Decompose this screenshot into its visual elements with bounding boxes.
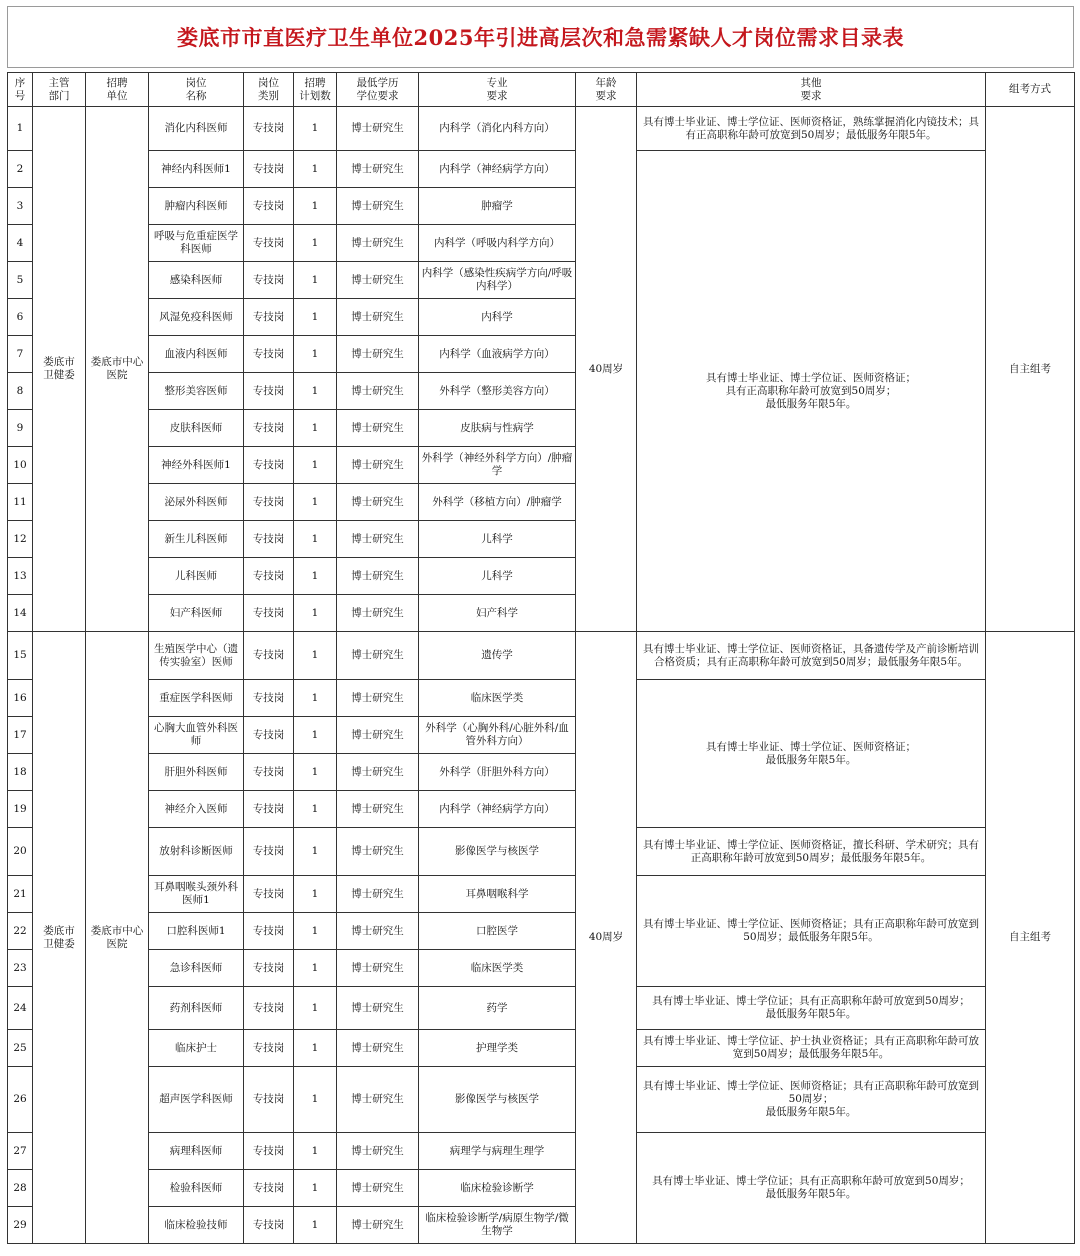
cell-major: 遗传学 <box>419 632 576 680</box>
cell-major: 耳鼻咽喉科学 <box>419 876 576 913</box>
cell-type: 专技岗 <box>244 188 294 225</box>
cell-type: 专技岗 <box>244 373 294 410</box>
cell-no: 27 <box>8 1133 33 1170</box>
cell-type: 专技岗 <box>244 913 294 950</box>
cell-edu: 博士研究生 <box>337 1030 419 1067</box>
cell-post: 消化内科医师 <box>149 107 244 151</box>
cell-type: 专技岗 <box>244 1030 294 1067</box>
table-row <box>8 151 1075 188</box>
cell-type: 专技岗 <box>244 336 294 373</box>
cell-count: 1 <box>294 876 337 913</box>
cell-edu: 博士研究生 <box>337 1133 419 1170</box>
cell-count: 1 <box>294 595 337 632</box>
header-unit: 招聘 单位 <box>86 73 149 107</box>
cell-edu: 博士研究生 <box>337 225 419 262</box>
cell-no: 5 <box>8 262 33 299</box>
cell-major: 儿科学 <box>419 521 576 558</box>
cell-post: 儿科医师 <box>149 558 244 595</box>
cell-type: 专技岗 <box>244 791 294 828</box>
cell-other-requirements: 具有博士毕业证、博士学位证、医师资格证；具有正高职称年龄可放宽到50周岁； 最低服务年限5年。 <box>637 1067 986 1133</box>
cell-count: 1 <box>294 1030 337 1067</box>
cell-type: 专技岗 <box>244 1170 294 1207</box>
cell-post: 神经介入医师 <box>149 791 244 828</box>
cell-count: 1 <box>294 632 337 680</box>
cell-post: 心胸大血管外科医师 <box>149 717 244 754</box>
cell-major: 内科学（感染性疾病学方向/呼吸内科学） <box>419 262 576 299</box>
header-post: 岗位 名称 <box>149 73 244 107</box>
cell-no: 24 <box>8 987 33 1030</box>
page-title: 娄底市市直医疗卫生单位2025年引进高层次和急需紧缺人才岗位需求目录表 <box>177 25 904 50</box>
cell-no: 20 <box>8 828 33 876</box>
cell-major: 外科学（肝胆外科方向） <box>419 754 576 791</box>
cell-exam-method: 自主组考 <box>986 632 1075 1244</box>
cell-type: 专技岗 <box>244 950 294 987</box>
cell-post: 泌尿外科医师 <box>149 484 244 521</box>
cell-edu: 博士研究生 <box>337 484 419 521</box>
cell-no: 17 <box>8 717 33 754</box>
cell-count: 1 <box>294 188 337 225</box>
cell-no: 15 <box>8 632 33 680</box>
cell-major: 影像医学与核医学 <box>419 828 576 876</box>
table-row <box>8 680 1075 717</box>
cell-type: 专技岗 <box>244 225 294 262</box>
cell-major: 内科学 <box>419 299 576 336</box>
cell-edu: 博士研究生 <box>337 828 419 876</box>
cell-type: 专技岗 <box>244 717 294 754</box>
cell-edu: 博士研究生 <box>337 1170 419 1207</box>
cell-type: 专技岗 <box>244 299 294 336</box>
cell-no: 4 <box>8 225 33 262</box>
cell-post: 血液内科医师 <box>149 336 244 373</box>
cell-edu: 博士研究生 <box>337 262 419 299</box>
cell-count: 1 <box>294 1133 337 1170</box>
cell-count: 1 <box>294 717 337 754</box>
table-row <box>8 1030 1075 1067</box>
cell-edu: 博士研究生 <box>337 754 419 791</box>
cell-edu: 博士研究生 <box>337 632 419 680</box>
cell-count: 1 <box>294 107 337 151</box>
cell-type: 专技岗 <box>244 151 294 188</box>
cell-major: 临床医学类 <box>419 950 576 987</box>
cell-type: 专技岗 <box>244 680 294 717</box>
table-row <box>8 987 1075 1030</box>
cell-post: 风湿免疫科医师 <box>149 299 244 336</box>
cell-type: 专技岗 <box>244 754 294 791</box>
cell-major: 外科学（移植方向）/肿瘤学 <box>419 484 576 521</box>
cell-post: 神经内科医师1 <box>149 151 244 188</box>
cell-count: 1 <box>294 410 337 447</box>
header-major: 专业 要求 <box>419 73 576 107</box>
cell-edu: 博士研究生 <box>337 410 419 447</box>
cell-other-requirements: 具有博士毕业证、博士学位证；具有正高职称年龄可放宽到50周岁； 最低服务年限5年。 <box>637 1133 986 1244</box>
cell-no: 28 <box>8 1170 33 1207</box>
cell-post: 临床护士 <box>149 1030 244 1067</box>
cell-edu: 博士研究生 <box>337 913 419 950</box>
cell-no: 22 <box>8 913 33 950</box>
cell-no: 11 <box>8 484 33 521</box>
cell-count: 1 <box>294 521 337 558</box>
cell-type: 专技岗 <box>244 558 294 595</box>
cell-type: 专技岗 <box>244 107 294 151</box>
cell-edu: 博士研究生 <box>337 680 419 717</box>
cell-no: 26 <box>8 1067 33 1133</box>
cell-post: 放射科诊断医师 <box>149 828 244 876</box>
cell-edu: 博士研究生 <box>337 299 419 336</box>
cell-no: 13 <box>8 558 33 595</box>
cell-major: 内科学（消化内科方向） <box>419 107 576 151</box>
cell-type: 专技岗 <box>244 632 294 680</box>
cell-count: 1 <box>294 950 337 987</box>
cell-other-requirements: 具有博士毕业证、博士学位证、护士执业资格证；具有正高职称年龄可放宽到50周岁；最低服务年限5年。 <box>637 1030 986 1067</box>
cell-post: 药剂科医师 <box>149 987 244 1030</box>
cell-type: 专技岗 <box>244 595 294 632</box>
cell-post: 神经外科医师1 <box>149 447 244 484</box>
cell-edu: 博士研究生 <box>337 558 419 595</box>
table-header-row <box>8 73 1075 107</box>
cell-no: 8 <box>8 373 33 410</box>
cell-type: 专技岗 <box>244 876 294 913</box>
cell-post: 肝胆外科医师 <box>149 754 244 791</box>
cell-edu: 博士研究生 <box>337 336 419 373</box>
cell-major: 内科学（呼吸内科学方向） <box>419 225 576 262</box>
cell-type: 专技岗 <box>244 1207 294 1244</box>
cell-count: 1 <box>294 1170 337 1207</box>
cell-type: 专技岗 <box>244 1067 294 1133</box>
cell-major: 儿科学 <box>419 558 576 595</box>
cell-major: 皮肤病与性病学 <box>419 410 576 447</box>
cell-major: 药学 <box>419 987 576 1030</box>
cell-count: 1 <box>294 447 337 484</box>
cell-major: 护理学类 <box>419 1030 576 1067</box>
cell-count: 1 <box>294 791 337 828</box>
cell-age: 40周岁 <box>576 107 637 632</box>
cell-no: 6 <box>8 299 33 336</box>
header-type: 岗位 类别 <box>244 73 294 107</box>
cell-no: 10 <box>8 447 33 484</box>
cell-no: 25 <box>8 1030 33 1067</box>
cell-post: 整形美容医师 <box>149 373 244 410</box>
cell-other-requirements: 具有博士毕业证、博士学位证、医师资格证； 最低服务年限5年。 <box>637 680 986 828</box>
cell-edu: 博士研究生 <box>337 1207 419 1244</box>
cell-no: 9 <box>8 410 33 447</box>
cell-other-requirements: 具有博士毕业证、博士学位证、医师资格证，擅长科研、学术研究；具有正高职称年龄可放宽到50周岁；最低服务年限5年。 <box>637 828 986 876</box>
cell-edu: 博士研究生 <box>337 876 419 913</box>
cell-post: 呼吸与危重症医学科医师 <box>149 225 244 262</box>
cell-edu: 博士研究生 <box>337 595 419 632</box>
header-other: 其他 要求 <box>637 73 986 107</box>
cell-post: 新生儿科医师 <box>149 521 244 558</box>
cell-count: 1 <box>294 299 337 336</box>
cell-major: 外科学（心胸外科/心脏外科/血管外科方向） <box>419 717 576 754</box>
cell-major: 外科学（整形美容方向） <box>419 373 576 410</box>
cell-type: 专技岗 <box>244 410 294 447</box>
cell-no: 3 <box>8 188 33 225</box>
cell-no: 16 <box>8 680 33 717</box>
cell-no: 1 <box>8 107 33 151</box>
cell-post: 生殖医学中心（遗传实验室）医师 <box>149 632 244 680</box>
cell-major: 内科学（血液病学方向） <box>419 336 576 373</box>
cell-edu: 博士研究生 <box>337 521 419 558</box>
cell-type: 专技岗 <box>244 521 294 558</box>
cell-other-requirements: 具有博士毕业证、博士学位证；具有正高职称年龄可放宽到50周岁； 最低服务年限5年。 <box>637 987 986 1030</box>
cell-no: 2 <box>8 151 33 188</box>
cell-edu: 博士研究生 <box>337 1067 419 1133</box>
cell-unit: 娄底市中心 医院 <box>86 107 149 632</box>
cell-count: 1 <box>294 558 337 595</box>
cell-other-requirements: 具有博士毕业证、博士学位证、医师资格证；具有正高职称年龄可放宽到50周岁；最低服务年限5年。 <box>637 876 986 987</box>
cell-post: 肿瘤内科医师 <box>149 188 244 225</box>
cell-major: 临床医学类 <box>419 680 576 717</box>
cell-major: 外科学（神经外科学方向）/肿瘤学 <box>419 447 576 484</box>
cell-edu: 博士研究生 <box>337 791 419 828</box>
cell-count: 1 <box>294 987 337 1030</box>
cell-type: 专技岗 <box>244 828 294 876</box>
cell-post: 病理科医师 <box>149 1133 244 1170</box>
cell-other-requirements: 具有博士毕业证、博士学位证、医师资格证； 具有正高职称年龄可放宽到50周岁； 最低服务年限5年。 <box>637 151 986 632</box>
cell-type: 专技岗 <box>244 484 294 521</box>
cell-post: 耳鼻咽喉头颈外科医师1 <box>149 876 244 913</box>
table-row <box>8 828 1075 876</box>
cell-major: 病理学与病理生理学 <box>419 1133 576 1170</box>
cell-no: 7 <box>8 336 33 373</box>
title-box <box>7 6 1074 68</box>
cell-post: 临床检验技师 <box>149 1207 244 1244</box>
cell-no: 14 <box>8 595 33 632</box>
cell-count: 1 <box>294 1067 337 1133</box>
cell-major: 妇产科学 <box>419 595 576 632</box>
cell-count: 1 <box>294 262 337 299</box>
table-row <box>8 1067 1075 1133</box>
cell-count: 1 <box>294 373 337 410</box>
cell-no: 23 <box>8 950 33 987</box>
cell-edu: 博士研究生 <box>337 107 419 151</box>
cell-exam-method: 自主组考 <box>986 107 1075 632</box>
cell-major: 内科学（神经病学方向） <box>419 151 576 188</box>
cell-unit: 娄底市中心 医院 <box>86 632 149 1244</box>
cell-major: 临床检验诊断学 <box>419 1170 576 1207</box>
cell-count: 1 <box>294 484 337 521</box>
cell-post: 感染科医师 <box>149 262 244 299</box>
table-row <box>8 876 1075 913</box>
cell-count: 1 <box>294 680 337 717</box>
table-row <box>8 1133 1075 1170</box>
cell-edu: 博士研究生 <box>337 987 419 1030</box>
cell-post: 皮肤科医师 <box>149 410 244 447</box>
cell-count: 1 <box>294 1207 337 1244</box>
table-row <box>8 107 1075 151</box>
header-no: 序 号 <box>8 73 33 107</box>
header-edu: 最低学历 学位要求 <box>337 73 419 107</box>
cell-count: 1 <box>294 336 337 373</box>
header-age: 年龄 要求 <box>576 73 637 107</box>
cell-edu: 博士研究生 <box>337 373 419 410</box>
header-dept: 主管 部门 <box>33 73 86 107</box>
cell-type: 专技岗 <box>244 262 294 299</box>
cell-no: 12 <box>8 521 33 558</box>
requirements-table <box>7 72 1075 1244</box>
table-row <box>8 632 1075 680</box>
cell-major: 临床检验诊断学/病原生物学/微生物学 <box>419 1207 576 1244</box>
cell-no: 29 <box>8 1207 33 1244</box>
cell-type: 专技岗 <box>244 1133 294 1170</box>
cell-post: 重症医学科医师 <box>149 680 244 717</box>
cell-major: 肿瘤学 <box>419 188 576 225</box>
cell-no: 21 <box>8 876 33 913</box>
cell-major: 影像医学与核医学 <box>419 1067 576 1133</box>
cell-no: 18 <box>8 754 33 791</box>
cell-no: 19 <box>8 791 33 828</box>
cell-count: 1 <box>294 151 337 188</box>
cell-dept: 娄底市 卫健委 <box>33 107 86 632</box>
cell-other-requirements: 具有博士毕业证、博士学位证、医师资格证，具备遗传学及产前诊断培训合格资质；具有正高职称年龄可放宽到50周岁；最低服务年限5年。 <box>637 632 986 680</box>
cell-post: 检验科医师 <box>149 1170 244 1207</box>
cell-post: 超声医学科医师 <box>149 1067 244 1133</box>
cell-edu: 博士研究生 <box>337 950 419 987</box>
cell-edu: 博士研究生 <box>337 717 419 754</box>
cell-major: 口腔医学 <box>419 913 576 950</box>
cell-edu: 博士研究生 <box>337 447 419 484</box>
cell-dept: 娄底市 卫健委 <box>33 632 86 1244</box>
cell-age: 40周岁 <box>576 632 637 1244</box>
cell-post: 妇产科医师 <box>149 595 244 632</box>
cell-major: 内科学（神经病学方向） <box>419 791 576 828</box>
header-count: 招聘 计划数 <box>294 73 337 107</box>
cell-count: 1 <box>294 913 337 950</box>
cell-edu: 博士研究生 <box>337 151 419 188</box>
cell-type: 专技岗 <box>244 987 294 1030</box>
cell-count: 1 <box>294 225 337 262</box>
cell-other-requirements: 具有博士毕业证、博士学位证、医师资格证，熟练掌握消化内镜技术；具有正高职称年龄可放宽到50周岁；最低服务年限5年。 <box>637 107 986 151</box>
cell-edu: 博士研究生 <box>337 188 419 225</box>
cell-post: 急诊科医师 <box>149 950 244 987</box>
cell-count: 1 <box>294 754 337 791</box>
cell-type: 专技岗 <box>244 447 294 484</box>
cell-count: 1 <box>294 828 337 876</box>
header-exam: 组考方式 <box>986 73 1075 107</box>
cell-post: 口腔科医师1 <box>149 913 244 950</box>
